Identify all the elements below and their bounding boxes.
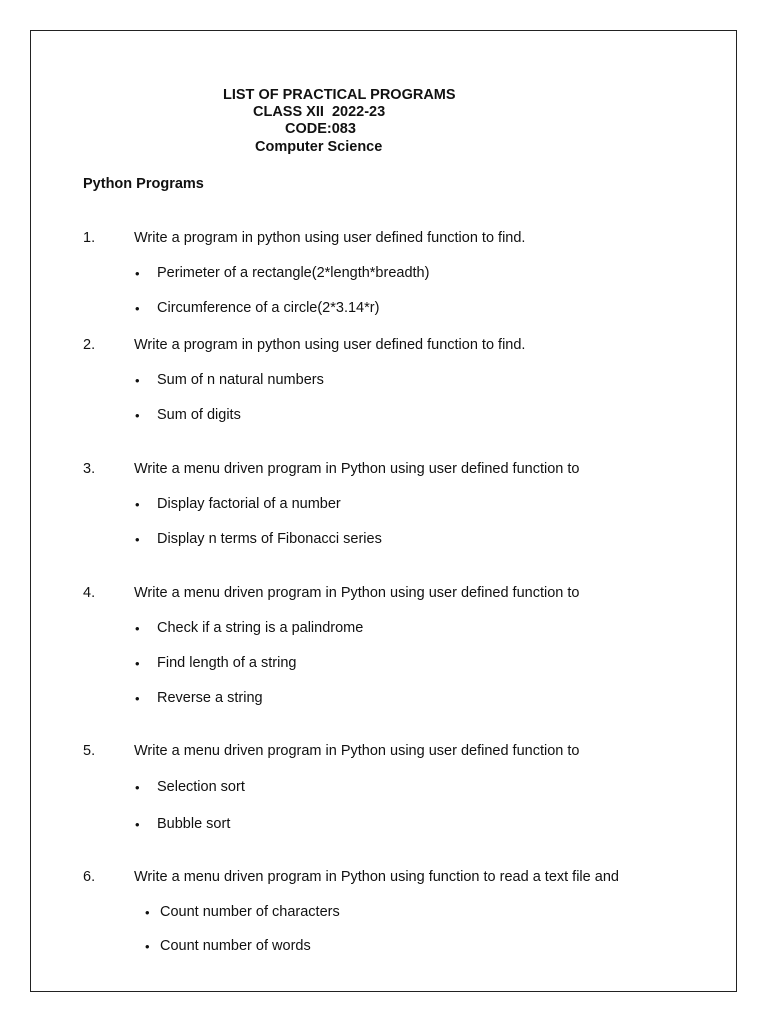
program-number: 3.: [83, 461, 96, 477]
bullet-text: Sum of digits: [157, 407, 241, 423]
program-text: Write a menu driven program in Python using user defined function to: [134, 743, 580, 759]
bullet-text: Selection sort: [157, 779, 245, 795]
bullet-icon: •: [145, 905, 150, 920]
section-heading: Python Programs: [83, 176, 204, 192]
bullet-text: Bubble sort: [157, 816, 231, 832]
bullet-text: Find length of a string: [157, 655, 297, 671]
doc-code: CODE:083: [285, 121, 356, 137]
program-number: 1.: [83, 230, 96, 246]
program-text: Write a menu driven program in Python using user defined function to: [134, 585, 580, 601]
bullet-text: Circumference of a circle(2*3.14*r): [157, 300, 380, 316]
bullet-text: Display n terms of Fibonacci series: [157, 531, 382, 547]
program-number: 2.: [83, 337, 96, 353]
program-text: Write a program in python using user defined function to find.: [134, 337, 526, 353]
bullet-text: Sum of n natural numbers: [157, 372, 324, 388]
bullet-icon: •: [135, 656, 140, 671]
program-number: 6.: [83, 869, 96, 885]
bullet-text: Count number of words: [160, 938, 311, 954]
bullet-icon: •: [135, 301, 140, 316]
program-number: 4.: [83, 585, 96, 601]
doc-class: CLASS XII 2022-23: [253, 104, 386, 120]
bullet-icon: •: [135, 408, 140, 423]
program-text: Write a menu driven program in Python using user defined function to: [134, 461, 580, 477]
bullet-text: Count number of characters: [160, 904, 340, 920]
bullet-text: Display factorial of a number: [157, 496, 341, 512]
bullet-icon: •: [135, 497, 140, 512]
bullet-text: Reverse a string: [157, 690, 263, 706]
program-text: Write a menu driven program in Python using function to read a text file and: [134, 869, 619, 885]
bullet-icon: •: [135, 266, 140, 281]
bullet-icon: •: [135, 621, 140, 636]
bullet-icon: •: [135, 691, 140, 706]
bullet-text: Check if a string is a palindrome: [157, 620, 364, 636]
bullet-icon: •: [145, 939, 150, 954]
doc-title: LIST OF PRACTICAL PROGRAMS: [223, 87, 456, 103]
program-text: Write a program in python using user defined function to find.: [134, 230, 526, 246]
bullet-icon: •: [135, 532, 140, 547]
bullet-icon: •: [135, 780, 140, 795]
bullet-icon: •: [135, 817, 140, 832]
program-number: 5.: [83, 743, 96, 759]
document-page: [30, 30, 737, 992]
bullet-icon: •: [135, 373, 140, 388]
doc-subject: Computer Science: [255, 139, 383, 155]
bullet-text: Perimeter of a rectangle(2*length*breadth): [157, 265, 430, 281]
